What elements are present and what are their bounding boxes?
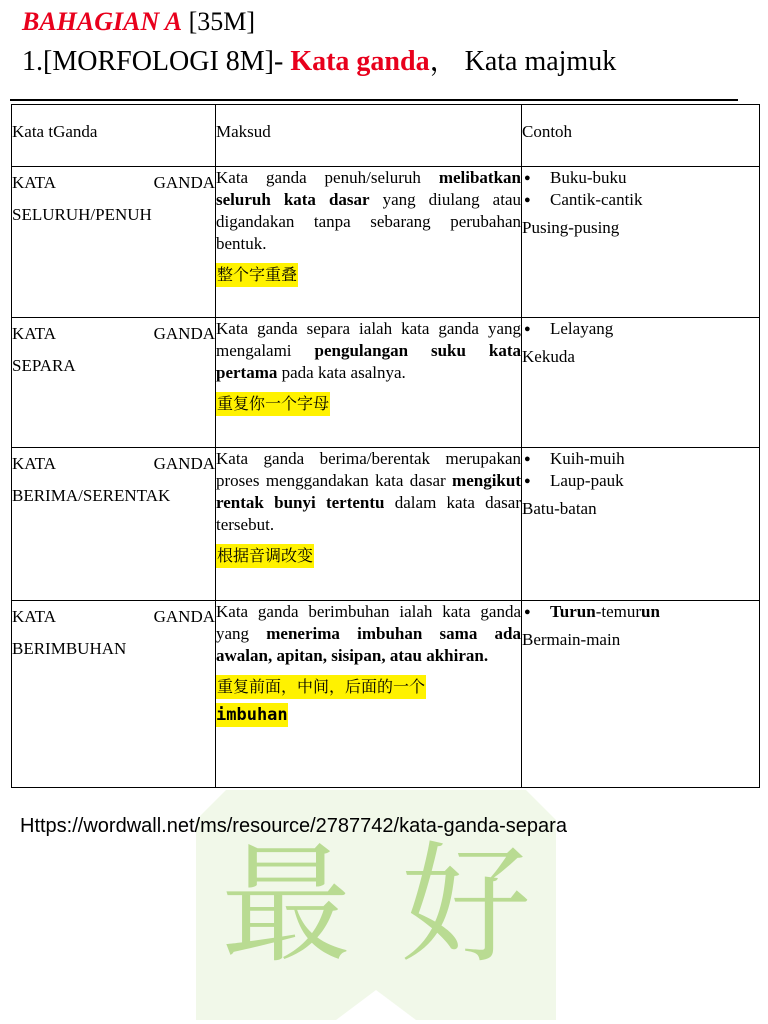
meaning-text: Kata ganda berima/berentak merupakan proses menggandakan kata dasar	[216, 449, 521, 490]
heading-divider	[10, 99, 738, 101]
example-list	[522, 167, 759, 211]
example-extra: Pusing-pusing	[522, 218, 620, 237]
term-word: GANDA	[153, 173, 215, 192]
term-word: GANDA	[153, 324, 215, 343]
term-word: GANDA	[153, 607, 215, 626]
chinese-note: 整个字重叠	[216, 263, 298, 287]
kata-ganda-table-bottom	[11, 447, 760, 788]
term-cell	[12, 448, 216, 601]
example-item: ● Buku-buku	[550, 167, 759, 189]
meaning-text: dalam kata dasar tersebut.	[216, 493, 521, 534]
meaning-text: pada kata asalnya.	[277, 363, 406, 382]
example-item: ● Laup-pauk	[550, 470, 759, 492]
header-kata-ganda: Kata tGanda	[12, 105, 216, 167]
example-bold: Turun	[550, 602, 596, 621]
example-item: ● Kuih-muih	[550, 448, 759, 470]
meaning-text: Kata ganda berimbuhan ialah kata ganda yang	[216, 602, 521, 643]
topic-separator: ，	[429, 46, 458, 77]
chinese-note: 重复你一个字母	[216, 392, 330, 416]
term-cell	[12, 318, 216, 448]
table-row	[12, 448, 760, 601]
example-item: ● Lelayang	[550, 318, 759, 340]
example-bold: un	[641, 602, 660, 621]
question-heading	[22, 44, 616, 80]
example-cell	[522, 601, 760, 788]
table-row	[12, 601, 760, 788]
term-word: GANDA	[153, 454, 215, 473]
section-marks: [35M]	[188, 7, 256, 36]
table-header-row	[12, 105, 760, 167]
term-type: BERIMA/SERENTAK	[12, 486, 171, 505]
topic-highlight: Kata ganda	[290, 46, 430, 77]
example-extra: Kekuda	[522, 347, 575, 366]
term-word: KATA	[12, 607, 56, 626]
meaning-emphasis: melibatkan seluruh kata dasar	[216, 168, 521, 209]
section-title: BAHAGIAN A	[22, 7, 183, 36]
example-cell	[522, 318, 760, 448]
example-list	[522, 448, 759, 492]
example-list	[522, 318, 759, 340]
chinese-note-imbuhan: imbuhan	[216, 705, 288, 725]
example-extra: Batu-batan	[522, 499, 597, 518]
term-type: SEPARA	[12, 356, 76, 375]
example-list	[522, 601, 759, 623]
question-prefix: 1.[MORFOLOGI 8M]-	[22, 46, 291, 77]
example-item	[550, 601, 759, 623]
header-contoh: Contoh	[522, 105, 760, 167]
section-heading	[22, 4, 255, 40]
term-word: KATA	[12, 173, 56, 192]
meaning-cell	[216, 167, 522, 318]
example-text: -temur	[595, 602, 642, 621]
example-cell	[522, 448, 760, 601]
meaning-cell	[216, 318, 522, 448]
watermark-char-left: 最	[220, 829, 352, 981]
meaning-cell	[216, 601, 522, 788]
watermark-char-right: 好	[400, 829, 532, 981]
table-row	[12, 167, 760, 318]
meaning-emphasis: mengikut rentak bunyi tertentu	[216, 471, 521, 512]
meaning-emphasis: pengulangan suku kata pertama	[216, 341, 522, 382]
meaning-text: Kata ganda separa ialah kata ganda yang mengalami	[216, 319, 521, 360]
term-type: BERIMBUHAN	[12, 639, 127, 658]
header-maksud: Maksud	[216, 105, 522, 167]
term-word: KATA	[12, 324, 56, 343]
meaning-text: Kata ganda penuh/seluruh	[216, 168, 439, 187]
kata-ganda-table-top	[11, 104, 760, 448]
example-cell	[522, 167, 760, 318]
term-cell	[12, 601, 216, 788]
example-item: ● Cantik-cantik	[550, 189, 759, 211]
term-cell	[12, 167, 216, 318]
table-row	[12, 318, 760, 448]
topic-other: Kata majmuk	[464, 46, 617, 77]
term-type: SELURUH/PENUH	[12, 205, 152, 224]
meaning-cell	[216, 448, 522, 601]
example-extra: Bermain-main	[522, 630, 621, 649]
term-word: KATA	[12, 454, 56, 473]
meaning-text: yang diulang atau digandakan tanpa sebarang perubahan bentuk.	[216, 190, 521, 253]
chinese-note: 重复前面，中间，后面的一个	[216, 675, 426, 699]
chinese-note: 根据音调改变	[216, 544, 314, 568]
source-url[interactable]: Https://wordwall.net/ms/resource/2787742/kata-ganda-separa	[20, 815, 567, 837]
meaning-emphasis: menerima imbuhan sama ada awalan, apitan, sisipan, atau akhiran.	[216, 624, 521, 665]
